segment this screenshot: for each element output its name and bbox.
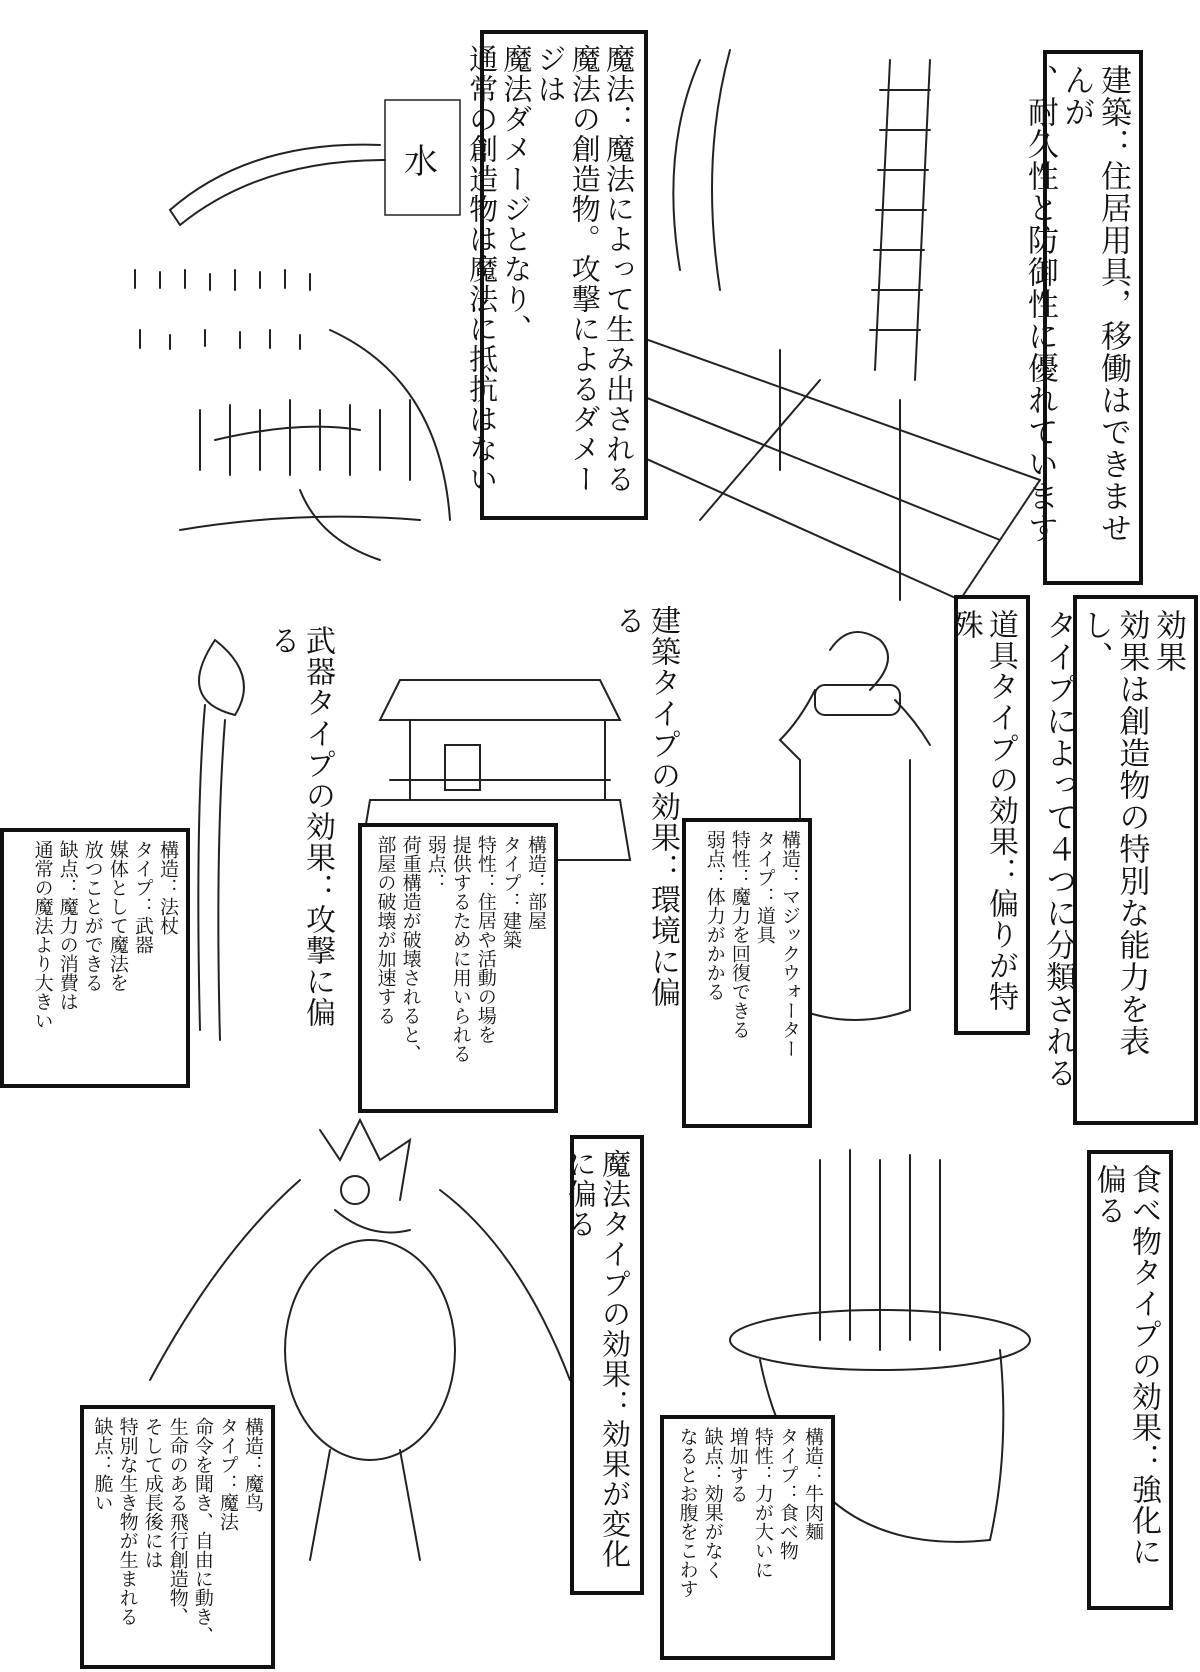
bird-info-card: 構造：魔鸟 タイプ：魔法 命令を聞き、自由に動き、 生命のある飛行創造物、 そして成長後には 特別な生き物が生まれる 缺点：脆い [80, 1405, 275, 1669]
staff-info-card: 構造：法杖 タイプ：武器 媒体として魔法を 放つことができる 缺点：魔力の消費は 通常の魔法より大きい [0, 828, 190, 1088]
noodles-info-card: 構造：牛肉麺 タイプ：食べ物 特性：力が大いに 増加する 缺点：効果がなく なるとお腹をこわす [660, 1415, 835, 1660]
tool-effect-caption: 道具タイプの効果：偏りが特殊 [954, 595, 1030, 1035]
staff-sketch [198, 640, 244, 1040]
room-info-card: 構造：部屋 タイプ：建築 特性：住居や活動の場を 提供するために用いられる 弱点： 荷重構造が破壊されると、 部屋の破壊が加速する [358, 823, 558, 1113]
food-effect-caption: 食べ物タイプの効果：強化に偏る [1087, 1150, 1173, 1610]
water-sign-char: 水 [404, 141, 438, 182]
weapon-effect-caption: 武器タイプの効果：攻撃に偏る [264, 625, 335, 1028]
water-info-card: 構造：マジックウォーター タイプ：道具 特性：魔力を回復できる 弱点：体力がかかる [682, 818, 812, 1128]
magic-intro-caption: 魔法：魔法によって生み出される 魔法の創造物。攻撃によるダメージは 魔法ダメージとなり、 通常の創造物は魔法に抵抗はない [480, 30, 648, 520]
architecture-effect-caption: 建築タイプの効果：環境に偏る [609, 605, 680, 1008]
effect-intro-caption: 効果 効果は創造物の特別な能力を表し、 タイプによって４つに分類される [1073, 595, 1198, 1125]
water-sign [392, 110, 450, 206]
architecture-intro-caption: 建築：住居用具，移働はできませんが 、耐久性と防御性に優れています [1043, 50, 1143, 585]
magic-effect-caption: 魔法タイプの効果：効果が変化に偏る [570, 1135, 644, 1595]
